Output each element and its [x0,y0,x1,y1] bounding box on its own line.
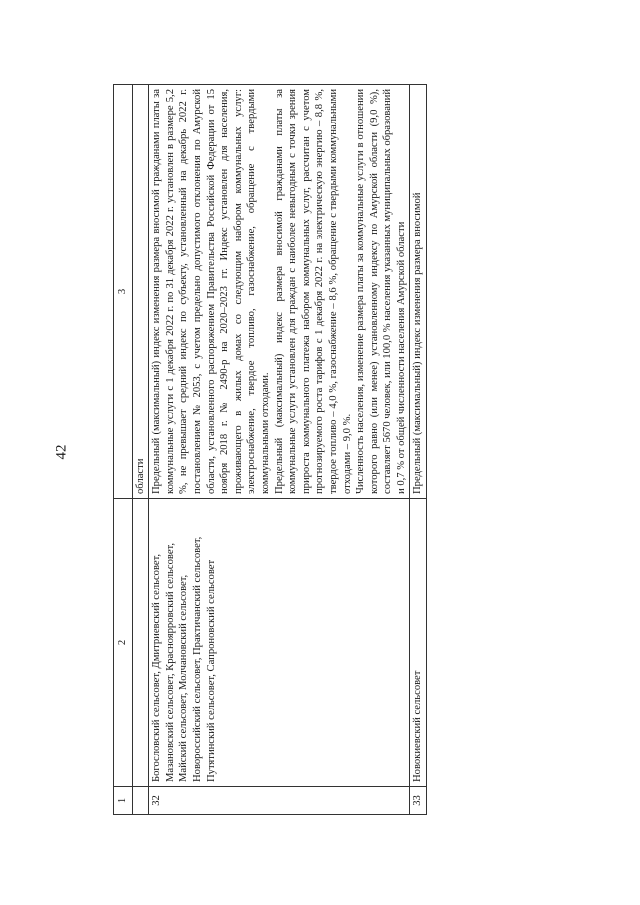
carryover-num-cell [132,787,149,815]
index-description [149,85,410,499]
table-row [410,85,427,815]
tariff-index-table [113,84,427,815]
index-description: Предельный (максимальный) индекс изменения размера вносимой [410,85,427,499]
page-number: 42 [53,444,70,460]
row-number: 33 [410,787,427,815]
header-col-3: 3 [114,85,133,499]
table-header-row [114,85,133,815]
row-number: 32 [149,787,410,815]
index-paragraph-1: Предельный (максимальный) индекс изменения размера вносимой гражданами платы за коммунальные услуги с 1 декабря 2022 г. по 31 декабря 2022 г. установлен в размере 5,2 %, не превышает средний индекс по субъекту, установленный на декабрь 2022 г. постановлением № 2053, с учетом предельно допустимого отклонения по Амурской области, установленного распоряжением Правительства Российской Федерации от 15 ноября 2018 г. № 2490-р на 2020–2023 гг. Индекс установлен для населения, проживающего в жилых домах со следующим набором коммунальных услуг: электроснабжение, твердое топливо, газоснабжение, обращение с твердыми коммунальными отходами. [151,89,271,494]
carryover-names-cell [132,499,149,787]
header-col-1: 1 [114,787,133,815]
header-col-2: 2 [114,499,133,787]
index-paragraph-3: Численность населения, изменение размера платы за коммунальные услуги в отношении которого равно (или менее) установленному индексу по Амурской области (9,0 %), составляет 5670 человек, или 100,0 % населения указанных муниципальных образований и 0,7 % от общей численности населения Амурской области [355,89,407,494]
municipality-names: Новокиевский сельсовет [410,499,427,787]
rotated-page [113,85,585,815]
table-row [149,85,410,815]
table-row-carryover [132,85,149,815]
index-paragraph-2: Предельный (максимальный) индекс размера вносимой гражданами платы за коммунальные услуги установлен для граждан с наиболее невыгодным с точки зрения прироста коммунального платежа набором коммунальных услуг, рассчитан с учетом прогнозируемого роста тарифов с 1 декабря 2022 г. на электрическую энергию – 8,8 %, твердое топливо – 4,0 %, газоснабжение – 8,6 %, обращение с твердыми коммунальными отходами – 9,0 %. [273,89,353,494]
carryover-text: области [132,85,149,499]
municipality-names: Богословский сельсовет, Дмитриевский сельсовет, Мазановский сельсовет, Красноярровский сельсовет, Майский сельсовет, Молчановский сельсовет, Новороссийский сельсовет, Практичанский сельсовет, Путятинский сельсовет, Сапроновский сельсовет [149,499,410,787]
